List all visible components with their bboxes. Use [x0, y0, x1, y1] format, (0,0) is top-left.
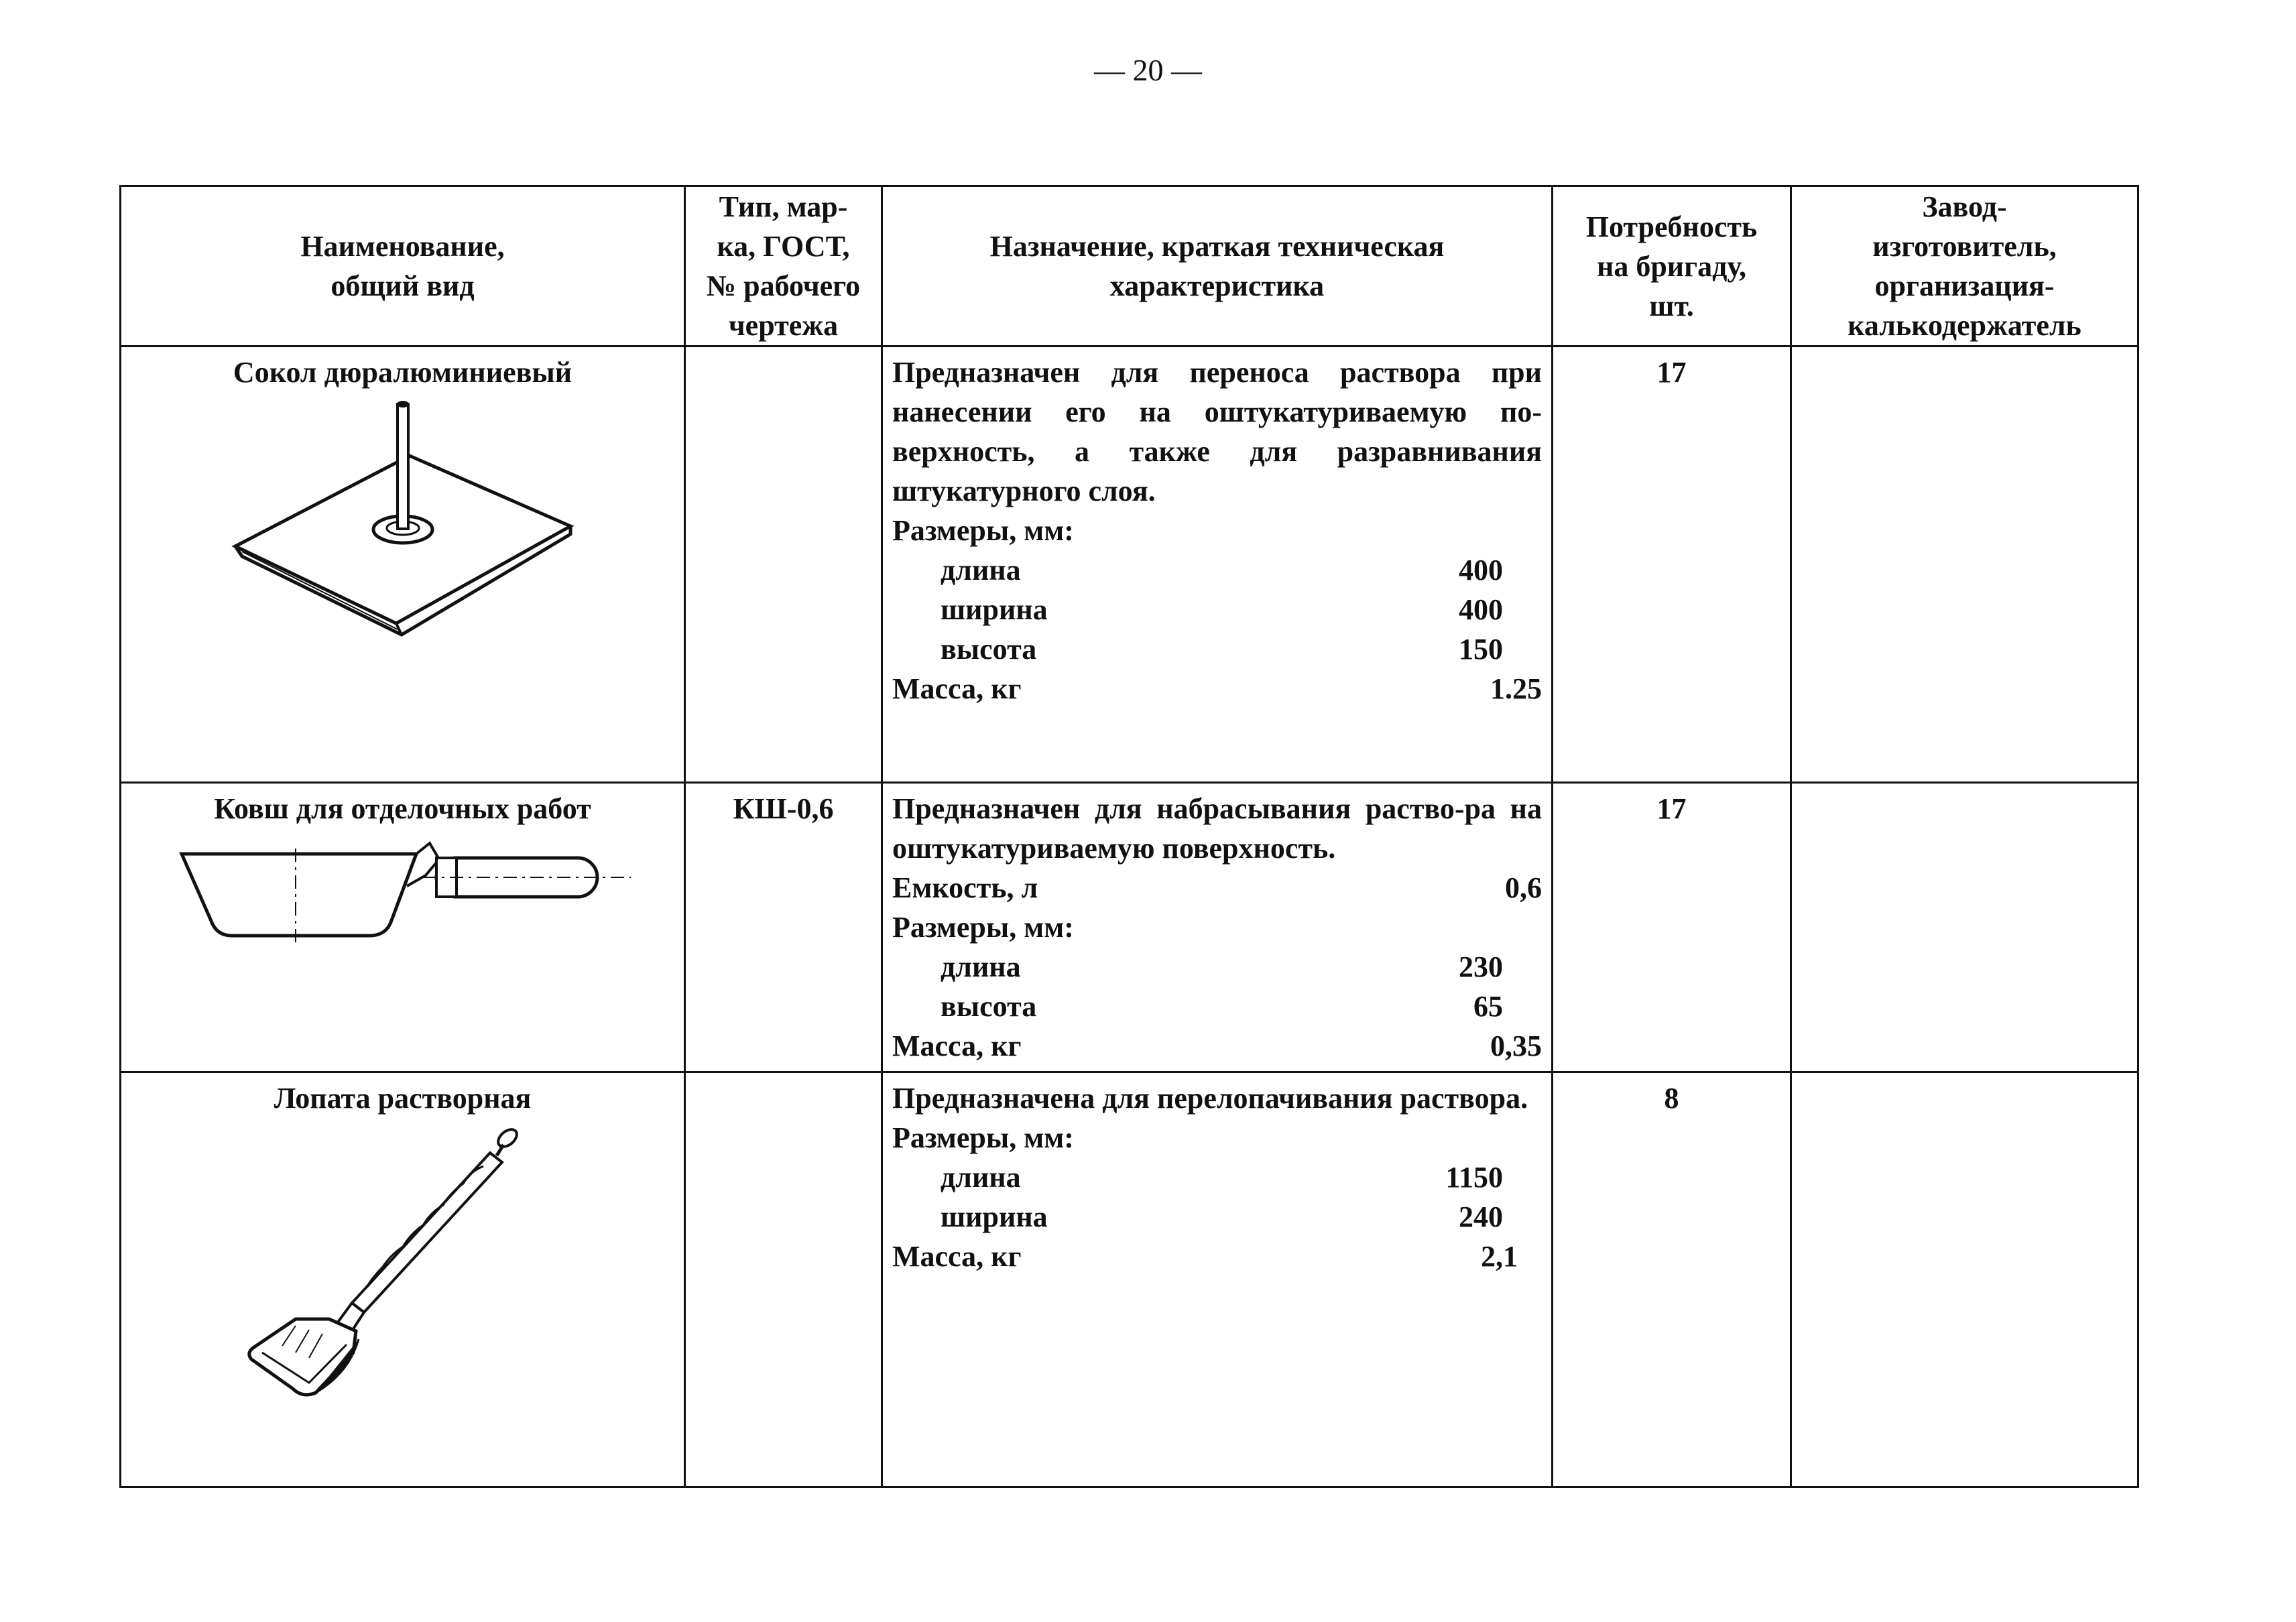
item-type-cell	[685, 783, 882, 1072]
table-row	[121, 1072, 2138, 1487]
spec-line: длина 1150	[941, 1161, 1503, 1194]
item-quantity-cell: 17	[1553, 347, 1791, 783]
table-header-row	[121, 186, 2138, 347]
item-type: КШ-0,6	[733, 792, 834, 825]
item-manufacturer-cell	[1791, 1072, 2138, 1487]
spec-line: длина 230	[941, 950, 1503, 983]
item-quantity-cell: 17	[1553, 783, 1791, 1072]
item-description: Предназначен для переноса раствора при нанесении его на оштукатуриваемую по-верхность, а также для разравнивания штукатурного слоя.	[892, 356, 1542, 507]
spec-line: Масса, кг 0,35	[892, 1030, 1542, 1062]
item-manufacturer-cell	[1791, 347, 2138, 783]
header-type: Тип, мар- ка, ГОСТ, № рабочего чертежа	[685, 186, 882, 347]
item-name-cell	[121, 1072, 685, 1487]
item-name-cell	[121, 347, 685, 783]
header-purpose: Назначение, краткая техническая характеристика	[882, 186, 1553, 347]
item-name: Лопата растворная	[274, 1082, 532, 1115]
header-quantity: Потребность на бригаду, шт.	[1553, 186, 1791, 347]
spec-line: Масса, кг 2,1	[892, 1240, 1518, 1273]
spec-line: высота 65	[941, 990, 1503, 1023]
item-description: Предназначена для перелопачивания раствора.	[892, 1082, 1528, 1115]
spec-line: высота 150	[941, 633, 1503, 666]
shovel-icon	[215, 1118, 591, 1413]
item-description-cell	[882, 1072, 1553, 1487]
item-manufacturer-cell	[1791, 783, 2138, 1072]
equipment-table	[119, 185, 2139, 1488]
spec-line: длина 400	[941, 554, 1503, 586]
spec-line: Емкость, л 0,6	[892, 871, 1542, 904]
spec-line: ширина 400	[941, 593, 1503, 626]
item-type-cell	[685, 347, 882, 783]
table-row	[121, 783, 2138, 1072]
header-name: Наименование, общий вид	[121, 186, 685, 347]
item-name-cell	[121, 783, 685, 1072]
page-number: — 20 —	[1094, 53, 1202, 87]
item-type-cell	[685, 1072, 882, 1487]
item-description-cell	[882, 347, 1553, 783]
spec-line: Масса, кг 1.25	[892, 672, 1542, 705]
hawk-icon	[215, 392, 591, 674]
table-row	[121, 347, 2138, 783]
spec-line: Размеры, мм:	[892, 1121, 1074, 1154]
item-description: Предназначен для набрасывания раство-ра на оштукатуриваемую поверхность.	[892, 792, 1542, 865]
item-name: Сокол дюралюминиевый	[233, 356, 572, 389]
spec-line: Размеры, мм:	[892, 514, 1074, 547]
ladle-icon	[168, 828, 638, 956]
spec-line: ширина 240	[941, 1200, 1503, 1233]
item-name: Ковш для отделочных работ	[214, 792, 591, 825]
item-description-cell	[882, 783, 1553, 1072]
header-manufacturer: Завод- изготовитель, организация- калькодержатель	[1791, 186, 2138, 347]
spec-line: Размеры, мм:	[892, 911, 1074, 944]
item-quantity-cell: 8	[1553, 1072, 1791, 1487]
